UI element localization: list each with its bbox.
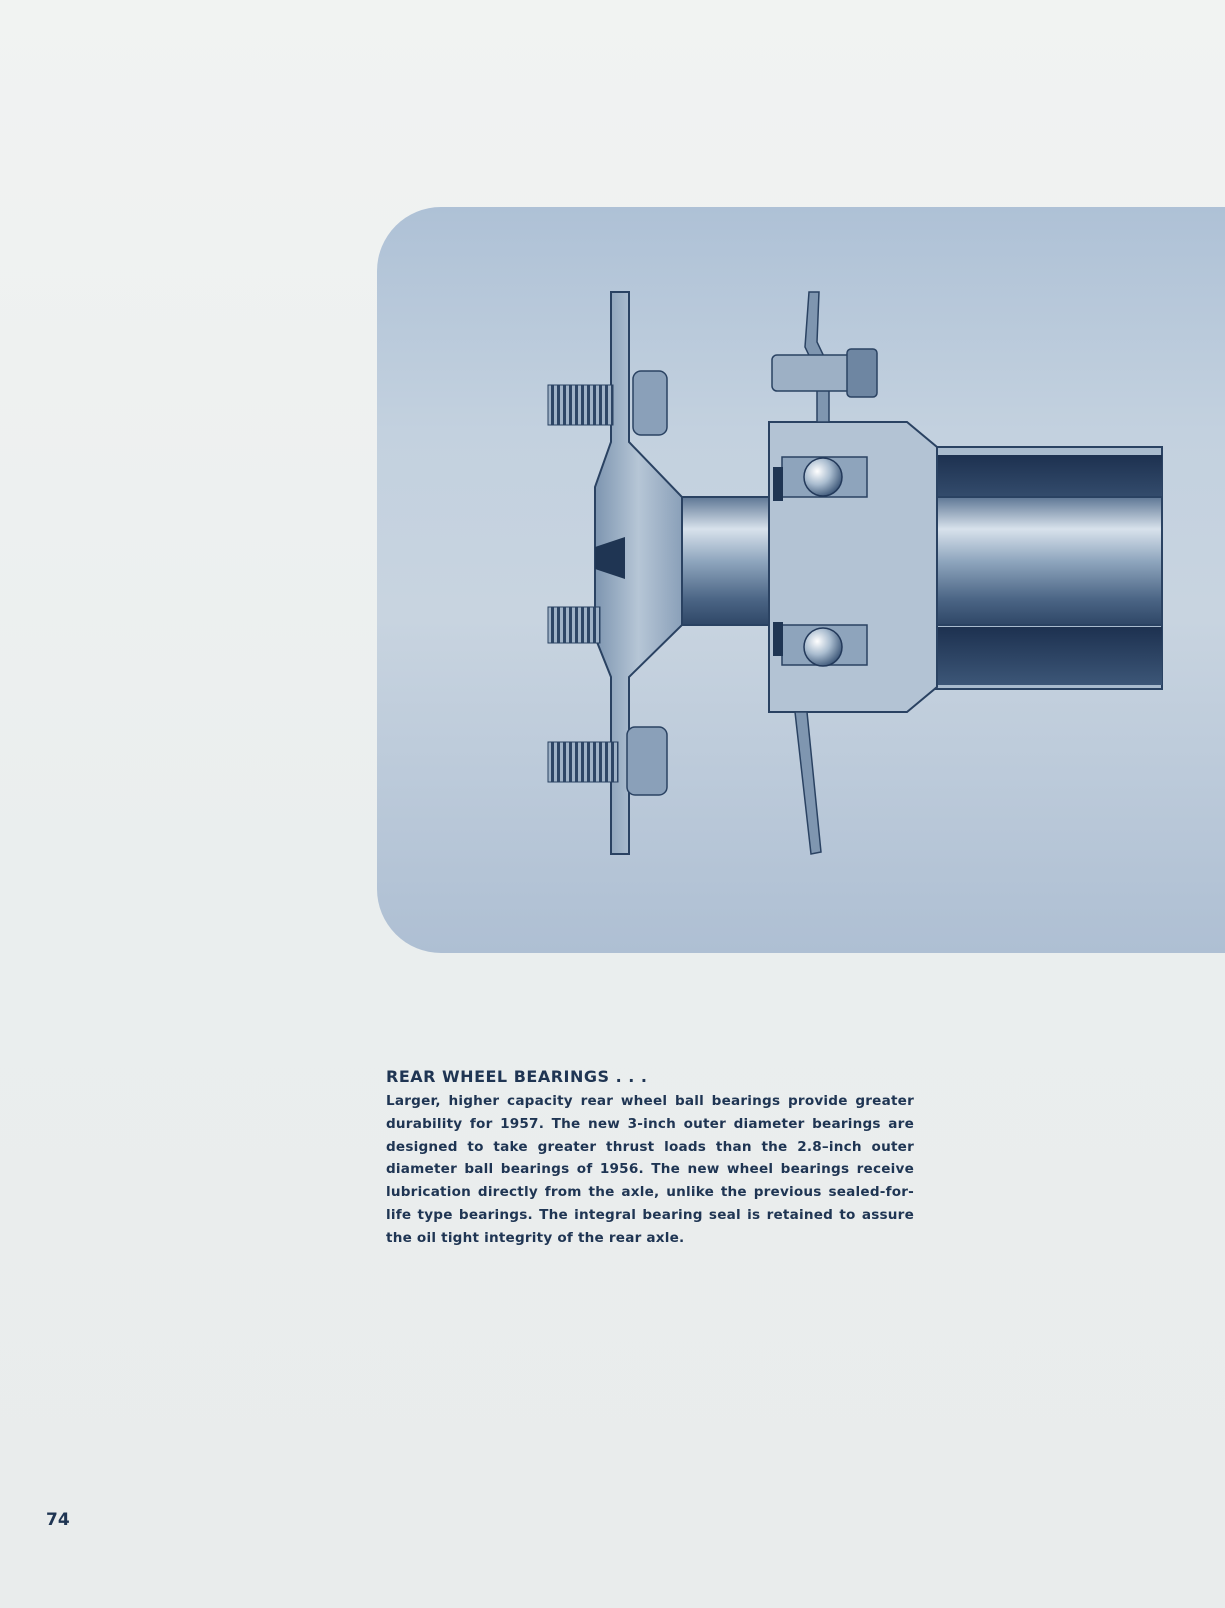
wheel-stud-bottom	[548, 742, 618, 782]
bearing-ball-bottom	[804, 628, 842, 666]
wheel-stud-top	[548, 385, 613, 425]
housing-tube-bottom	[922, 627, 1162, 685]
page-number: 74	[46, 1510, 70, 1530]
caption	[386, 1067, 914, 1250]
wheel-stud-middle	[548, 607, 600, 643]
caption-title: REAR WHEEL BEARINGS . . .	[386, 1067, 648, 1086]
bearing-ball-top	[804, 458, 842, 496]
bearing-cutaway-drawing	[377, 207, 1225, 953]
caption-body: Larger, higher capacity rear wheel ball bearings provide greater durability for 1957. The new 3-inch outer diameter bearings are designed to take greater thrust loads than the 2.8–inch outer diameter ball bearings of 1956. The new wheel bearings receive lubrication directly from the axle, unlike the previous sealed-for-life type bearings. The integral bearing seal is retained to assure the oil tight integrity of the rear axle.	[386, 1093, 914, 1246]
rear-wheel-bearing-illustration	[377, 207, 1225, 953]
